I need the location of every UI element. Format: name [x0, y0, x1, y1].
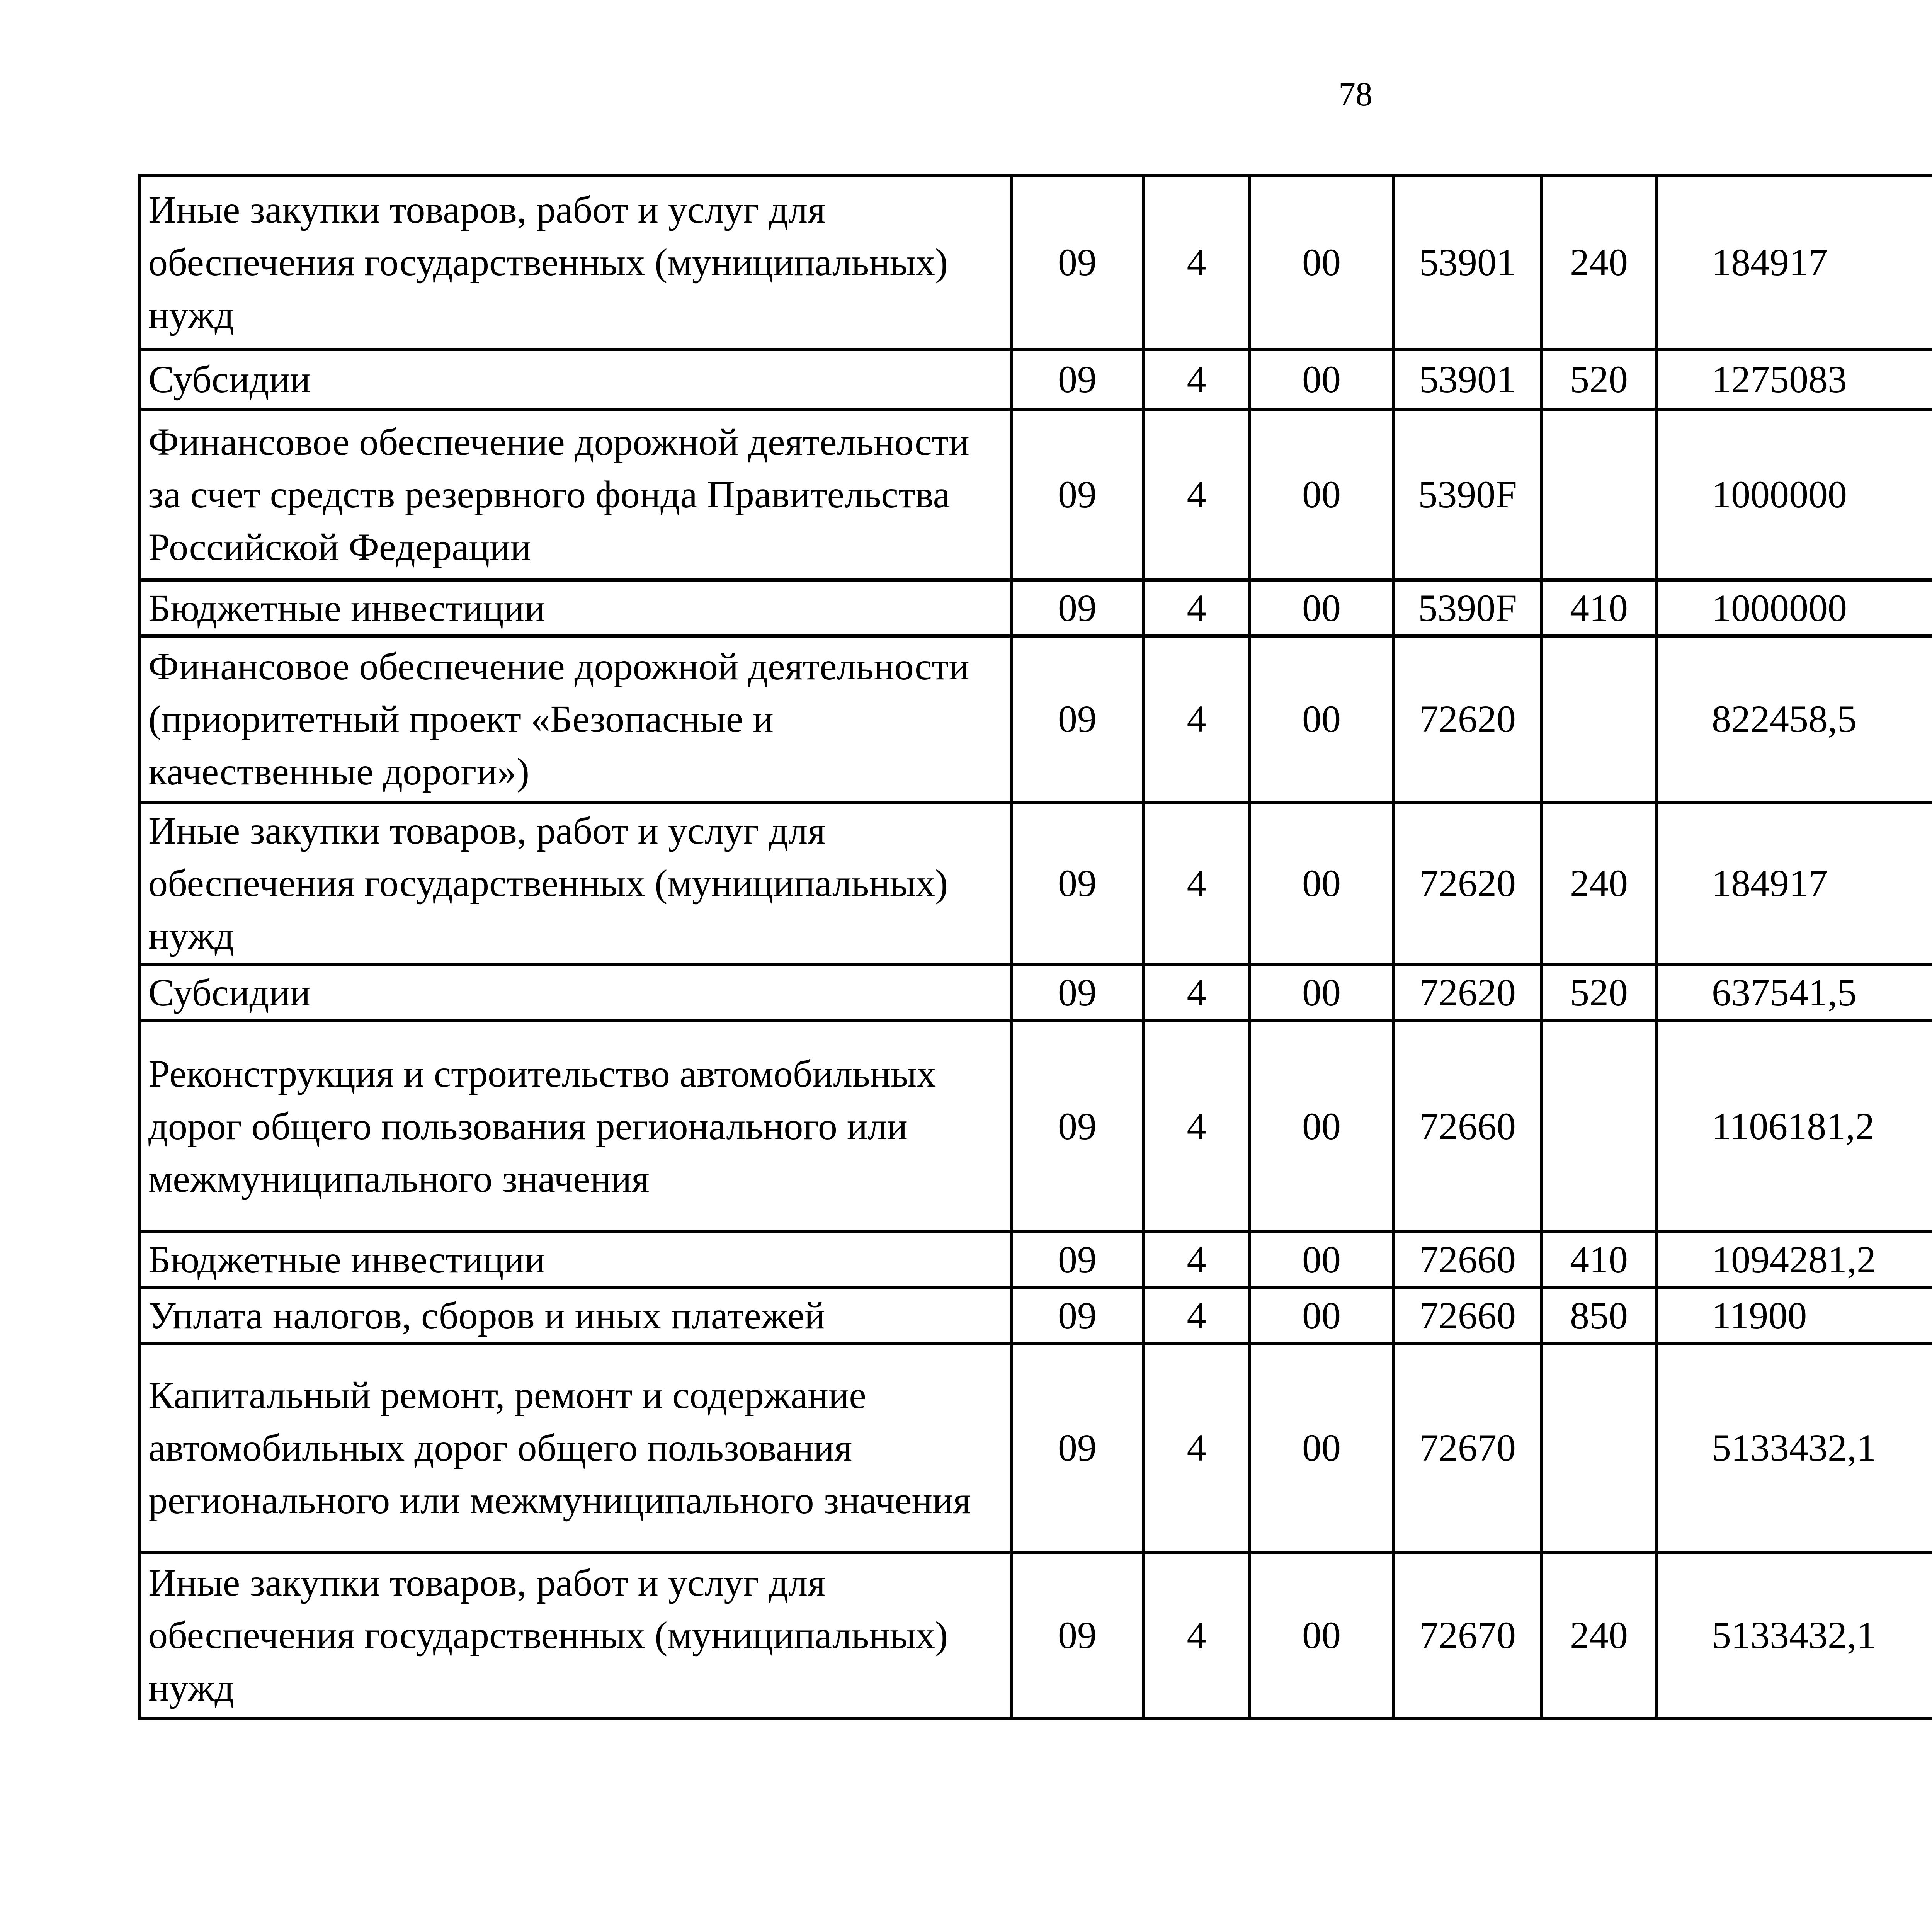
expense-type-cell: 410 [1542, 580, 1656, 636]
section-code-cell: 09 [1011, 1232, 1143, 1288]
program-code-cell: 4 [1143, 580, 1250, 636]
program-code-cell: 4 [1143, 1021, 1250, 1232]
program-code-cell: 4 [1143, 1288, 1250, 1344]
expense-name-cell: Финансовое обеспечение дорожной деятельности (приоритетный проект «Безопасные и качественные дороги») [140, 636, 1011, 802]
section-code-cell: 09 [1011, 409, 1143, 580]
expense-name-cell: Уплата налогов, сборов и иных платежей [140, 1288, 1011, 1344]
table-row [140, 349, 1932, 409]
expense-type-cell: 410 [1542, 1232, 1656, 1288]
program-code-cell: 4 [1143, 802, 1250, 964]
target-article-cell: 5390F [1393, 409, 1542, 580]
expense-name-cell: Иные закупки товаров, работ и услуг для обеспечения государственных (муниципальных) нужд [140, 175, 1011, 349]
expense-type-cell: 240 [1542, 1552, 1656, 1718]
amount-year1-cell: 184917 [1656, 175, 1932, 349]
table-row [140, 636, 1932, 802]
target-article-cell: 72660 [1393, 1288, 1542, 1344]
program-code-cell: 4 [1143, 636, 1250, 802]
subprogram-code-cell: 00 [1250, 175, 1393, 349]
budget-table [138, 174, 1932, 1720]
target-article-cell: 53901 [1393, 349, 1542, 409]
subprogram-code-cell: 00 [1250, 1552, 1393, 1718]
target-article-cell: 72670 [1393, 1552, 1542, 1718]
expense-name-cell: Капитальный ремонт, ремонт и содержание автомобильных дорог общего пользования регионального или межмуниципального значения [140, 1344, 1011, 1552]
expense-type-cell: 850 [1542, 1288, 1656, 1344]
program-code-cell: 4 [1143, 1232, 1250, 1288]
target-article-cell: 53901 [1393, 175, 1542, 349]
section-code-cell: 09 [1011, 802, 1143, 964]
subprogram-code-cell: 00 [1250, 1344, 1393, 1552]
target-article-cell: 72660 [1393, 1232, 1542, 1288]
amount-year1-cell: 1106181,2 [1656, 1021, 1932, 1232]
section-code-cell: 09 [1011, 1552, 1143, 1718]
section-code-cell: 09 [1011, 580, 1143, 636]
program-code-cell: 4 [1143, 964, 1250, 1021]
target-article-cell: 72620 [1393, 802, 1542, 964]
expense-name-cell: Иные закупки товаров, работ и услуг для обеспечения государственных (муниципальных) нужд [140, 802, 1011, 964]
expense-type-cell: 240 [1542, 175, 1656, 349]
table-body [140, 175, 1932, 1718]
table-row [140, 964, 1932, 1021]
program-code-cell: 4 [1143, 1552, 1250, 1718]
table-row [140, 1552, 1932, 1718]
program-code-cell: 4 [1143, 1344, 1250, 1552]
table-row [140, 1021, 1932, 1232]
table-row [140, 580, 1932, 636]
program-code-cell: 4 [1143, 349, 1250, 409]
expense-type-cell [1542, 1021, 1656, 1232]
expense-name-cell: Субсидии [140, 964, 1011, 1021]
subprogram-code-cell: 00 [1250, 580, 1393, 636]
section-code-cell: 09 [1011, 636, 1143, 802]
target-article-cell: 72670 [1393, 1344, 1542, 1552]
expense-type-cell [1542, 1344, 1656, 1552]
amount-year1-cell: 637541,5 [1656, 964, 1932, 1021]
amount-year1-cell: 1275083 [1656, 349, 1932, 409]
section-code-cell: 09 [1011, 1288, 1143, 1344]
amount-year1-cell: 184917 [1656, 802, 1932, 964]
section-code-cell: 09 [1011, 175, 1143, 349]
subprogram-code-cell: 00 [1250, 1021, 1393, 1232]
amount-year1-cell: 11900 [1656, 1288, 1932, 1344]
expense-name-cell: Бюджетные инвестиции [140, 1232, 1011, 1288]
subprogram-code-cell: 00 [1250, 1232, 1393, 1288]
amount-year1-cell: 5133432,1 [1656, 1344, 1932, 1552]
section-code-cell: 09 [1011, 964, 1143, 1021]
expense-name-cell: Финансовое обеспечение дорожной деятельности за счет средств резервного фонда Правительства Российской Федерации [140, 409, 1011, 580]
table-row [140, 1232, 1932, 1288]
expense-name-cell: Иные закупки товаров, работ и услуг для обеспечения государственных (муниципальных) нужд [140, 1552, 1011, 1718]
target-article-cell: 72620 [1393, 636, 1542, 802]
subprogram-code-cell: 00 [1250, 636, 1393, 802]
expense-name-cell: Субсидии [140, 349, 1011, 409]
amount-year1-cell: 5133432,1 [1656, 1552, 1932, 1718]
table-row [140, 175, 1932, 349]
target-article-cell: 72620 [1393, 964, 1542, 1021]
amount-year1-cell: 1000000 [1656, 409, 1932, 580]
program-code-cell: 4 [1143, 175, 1250, 349]
table-row [140, 409, 1932, 580]
expense-type-cell: 240 [1542, 802, 1656, 964]
program-code-cell: 4 [1143, 409, 1250, 580]
expense-name-cell: Реконструкция и строительство автомобильных дорог общего пользования регионального или межмуниципального значения [140, 1021, 1011, 1232]
amount-year1-cell: 1094281,2 [1656, 1232, 1932, 1288]
section-code-cell: 09 [1011, 1021, 1143, 1232]
amount-year1-cell: 1000000 [1656, 580, 1932, 636]
subprogram-code-cell: 00 [1250, 802, 1393, 964]
section-code-cell: 09 [1011, 1344, 1143, 1552]
section-code-cell: 09 [1011, 349, 1143, 409]
amount-year1-cell: 822458,5 [1656, 636, 1932, 802]
table-row [140, 802, 1932, 964]
expense-type-cell: 520 [1542, 349, 1656, 409]
subprogram-code-cell: 00 [1250, 409, 1393, 580]
table-row [140, 1344, 1932, 1552]
expense-type-cell [1542, 636, 1656, 802]
expense-type-cell: 520 [1542, 964, 1656, 1021]
expense-name-cell: Бюджетные инвестиции [140, 580, 1011, 636]
target-article-cell: 72660 [1393, 1021, 1542, 1232]
target-article-cell: 5390F [1393, 580, 1542, 636]
expense-type-cell [1542, 409, 1656, 580]
subprogram-code-cell: 00 [1250, 349, 1393, 409]
subprogram-code-cell: 00 [1250, 964, 1393, 1021]
page-number: 78 [1338, 76, 1372, 113]
table-row [140, 1288, 1932, 1344]
subprogram-code-cell: 00 [1250, 1288, 1393, 1344]
